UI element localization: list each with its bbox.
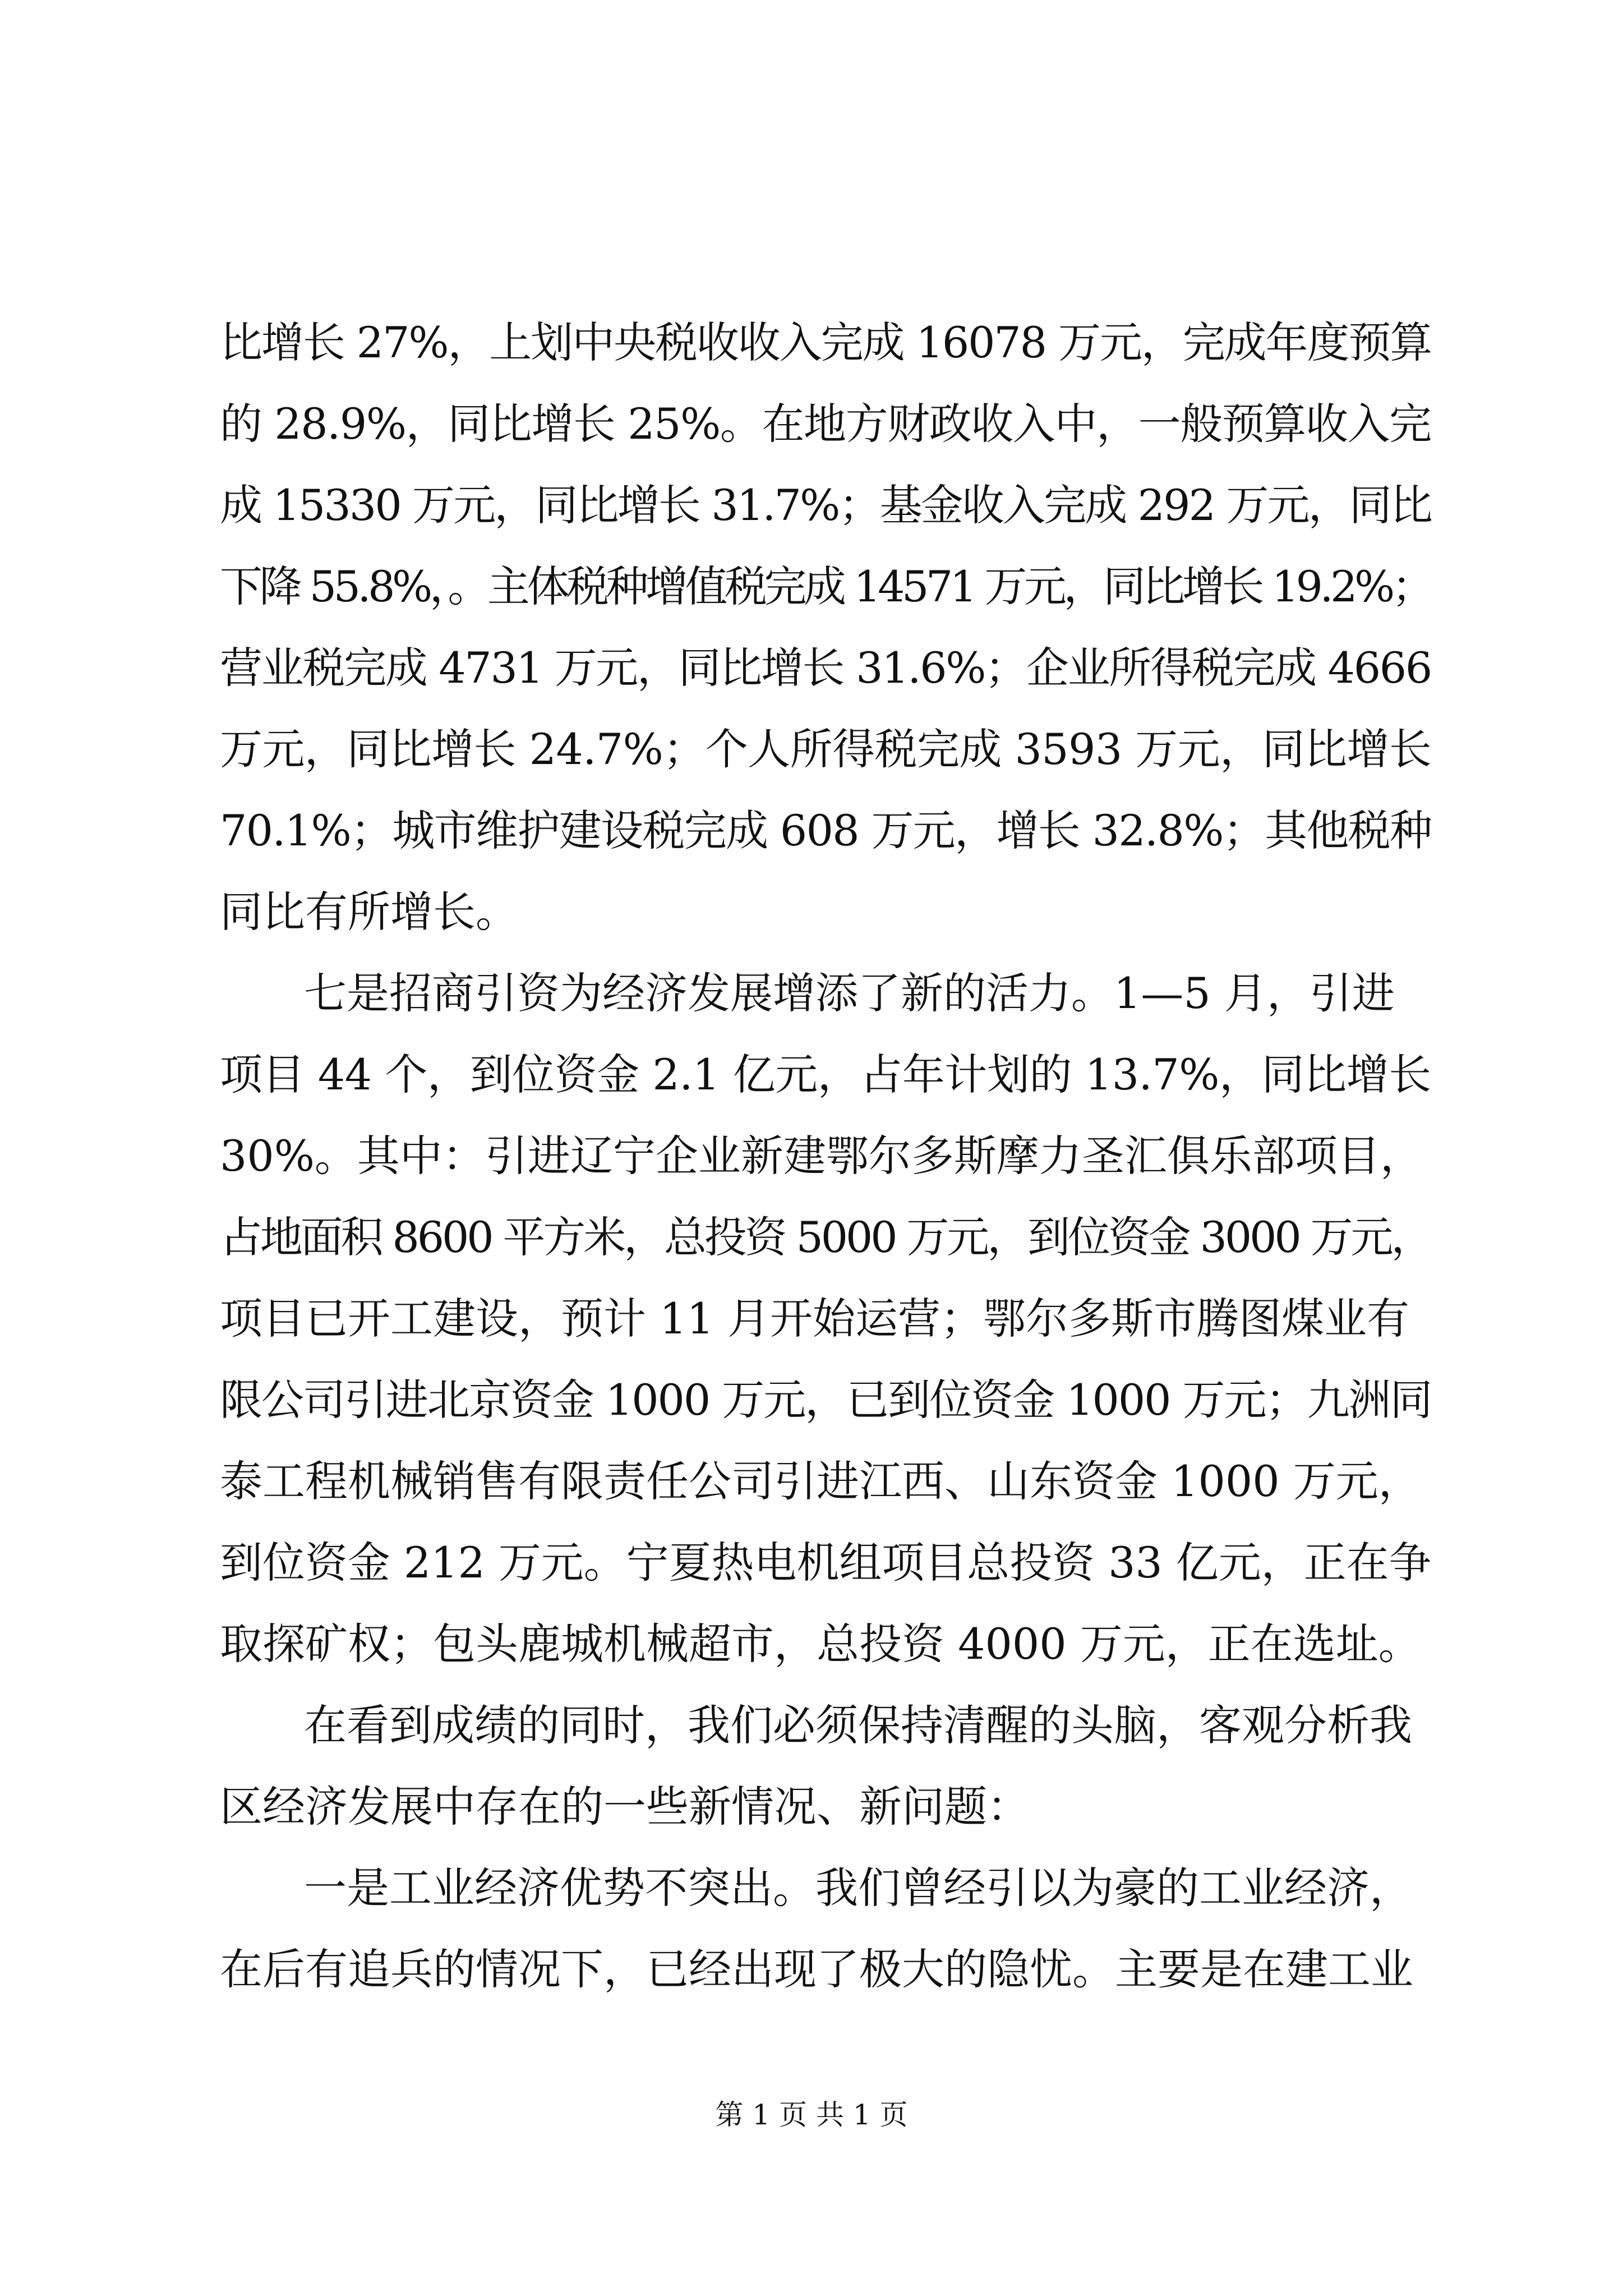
text-line: 的 28.9%，同比增长 25%。在地方财政收入中，一般预算收入完 (220, 399, 1431, 449)
text-line: 30%。其中：引进辽宁企业新建鄂尔多斯摩力圣汇俱乐部项目， (220, 1131, 1423, 1181)
text-line: 取探矿权；包头鹿城机械超市，总投资 4000 万元，正在选址。 (220, 1619, 1421, 1669)
text-line: 七是招商引资为经济发展增添了新的活力。1—5 月，引进 (304, 968, 1395, 1018)
text-line: 比增长 27%，上划中央税收收入完成 16078 万元，完成年度预算 (220, 318, 1432, 367)
text-line: 成 15330 万元，同比增长 31.7%；基金收入完成 292 万元，同比 (220, 480, 1432, 530)
text-line: 区经济发展中存在的一些新情况、新问题： (220, 1782, 1030, 1832)
text-line: 泰工程机械销售有限责任公司引进江西、山东资金 1000 万元， (220, 1456, 1421, 1506)
page-footer: 第 1 页 共 1 页 (715, 2099, 908, 2131)
text-line: 营业税完成 4731 万元，同比增长 31.6%；企业所得税完成 4666 (220, 643, 1431, 693)
text-line: 限公司引进北京资金 1000 万元，已到位资金 1000 万元；九洲同 (220, 1375, 1432, 1425)
text-line: 下降 55.8%，。主体税种增值税完成 14571 万元，同比增长 19.2%； (220, 562, 1432, 611)
text-line: 在看到成绩的同时，我们必须保持清醒的头脑，客观分析我 (304, 1700, 1412, 1750)
text-line: 项目已开工建设，预计 11 月开始运营；鄂尔多斯市腾图煤业有 (220, 1294, 1410, 1343)
body-text (220, 302, 1431, 2010)
text-line: 项目 44 个，到位资金 2.1 亿元，占年计划的 13.7%，同比增长 (220, 1050, 1431, 1099)
text-line: 同比有所增长。 (220, 887, 518, 937)
text-line: 万元，同比增长 24.7%；个人所得税完成 3593 万元，同比增长 (220, 724, 1432, 774)
text-line: 一是工业经济优势不突出。我们曾经引以为豪的工业经济， (304, 1863, 1412, 1913)
text-line: 占地面积 8600 平方米，总投资 5000 万元，到位资金 3000 万元， (220, 1212, 1432, 1262)
text-line: 70.1%；城市维护建设税完成 608 万元，增长 32.8%；其他税种 (220, 806, 1432, 855)
text-line: 到位资金 212 万元。宁夏热电机组项目总投资 33 亿元，正在争 (220, 1538, 1432, 1588)
text-line: 在后有追兵的情况下，已经出现了极大的隐忧。主要是在建工业 (220, 1944, 1413, 1994)
